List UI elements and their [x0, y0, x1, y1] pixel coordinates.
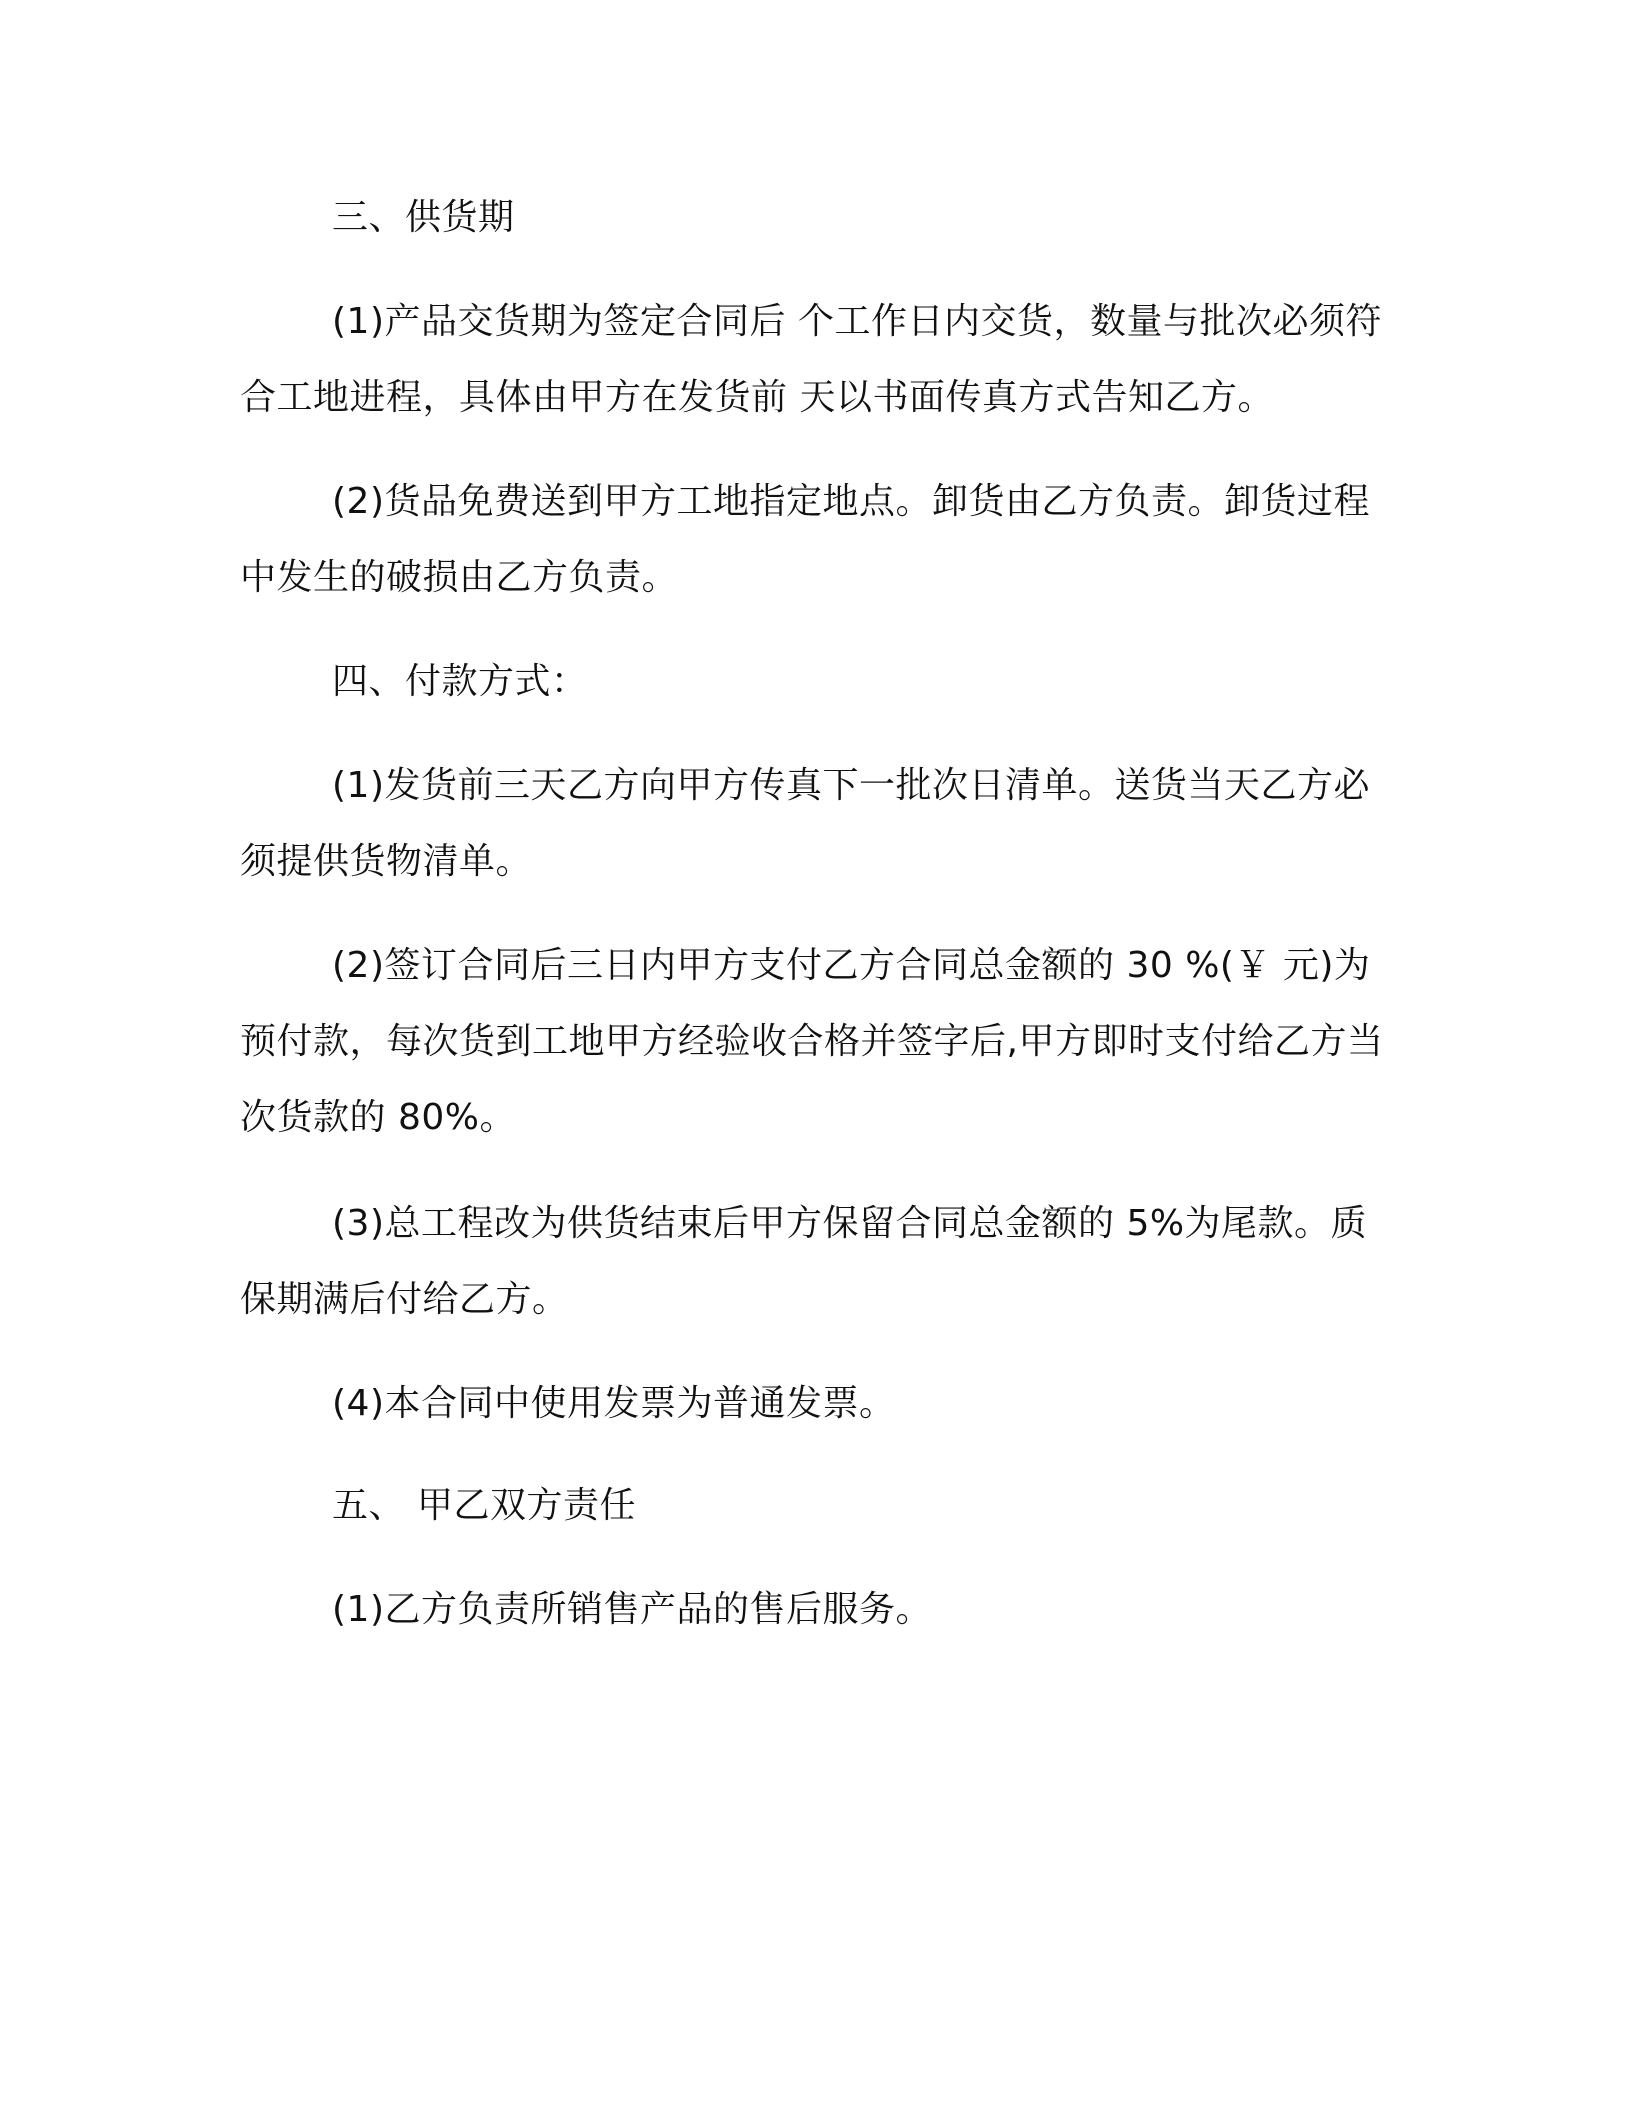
paragraph-shipping-list: (1)发货前三天乙方向甲方传真下一批次日清单。送货当天乙方必须提供货物清单。 [240, 765, 1370, 882]
section-heading-responsibilities: 五、 甲乙双方责任 [332, 1485, 636, 1526]
section-heading-supply-period: 三、供货期 [332, 197, 515, 238]
paragraph-free-delivery: (2)货品免费送到甲方工地指定地点。卸货由乙方负责。卸货过程中发生的破损由乙方负责。 [240, 481, 1370, 598]
paragraph-invoice-type: (4)本合同中使用发票为普通发票。 [332, 1383, 896, 1424]
paragraph-delivery-term: (1)产品交货期为签定合同后 个工作日内交货，数量与批次必须符合工地进程，具体由甲方在发货前 天以书面传真方式告知乙方。 [240, 301, 1382, 418]
paragraph-after-sales-service: (1)乙方负责所销售产品的售后服务。 [332, 1589, 932, 1630]
paragraph-retention-payment: (3)总工程改为供货结束后甲方保留合同总金额的 5%为尾款。质保期满后付给乙方。 [240, 1203, 1368, 1320]
paragraph-advance-payment: (2)签订合同后三日内甲方支付乙方合同总金额的 30 %(￥ 元)为预付款，每次货到工地甲方经验收合格并签字后,甲方即时支付给乙方当次货款的 80%。 [240, 945, 1384, 1138]
section-heading-payment-method: 四、付款方式： [332, 661, 588, 702]
